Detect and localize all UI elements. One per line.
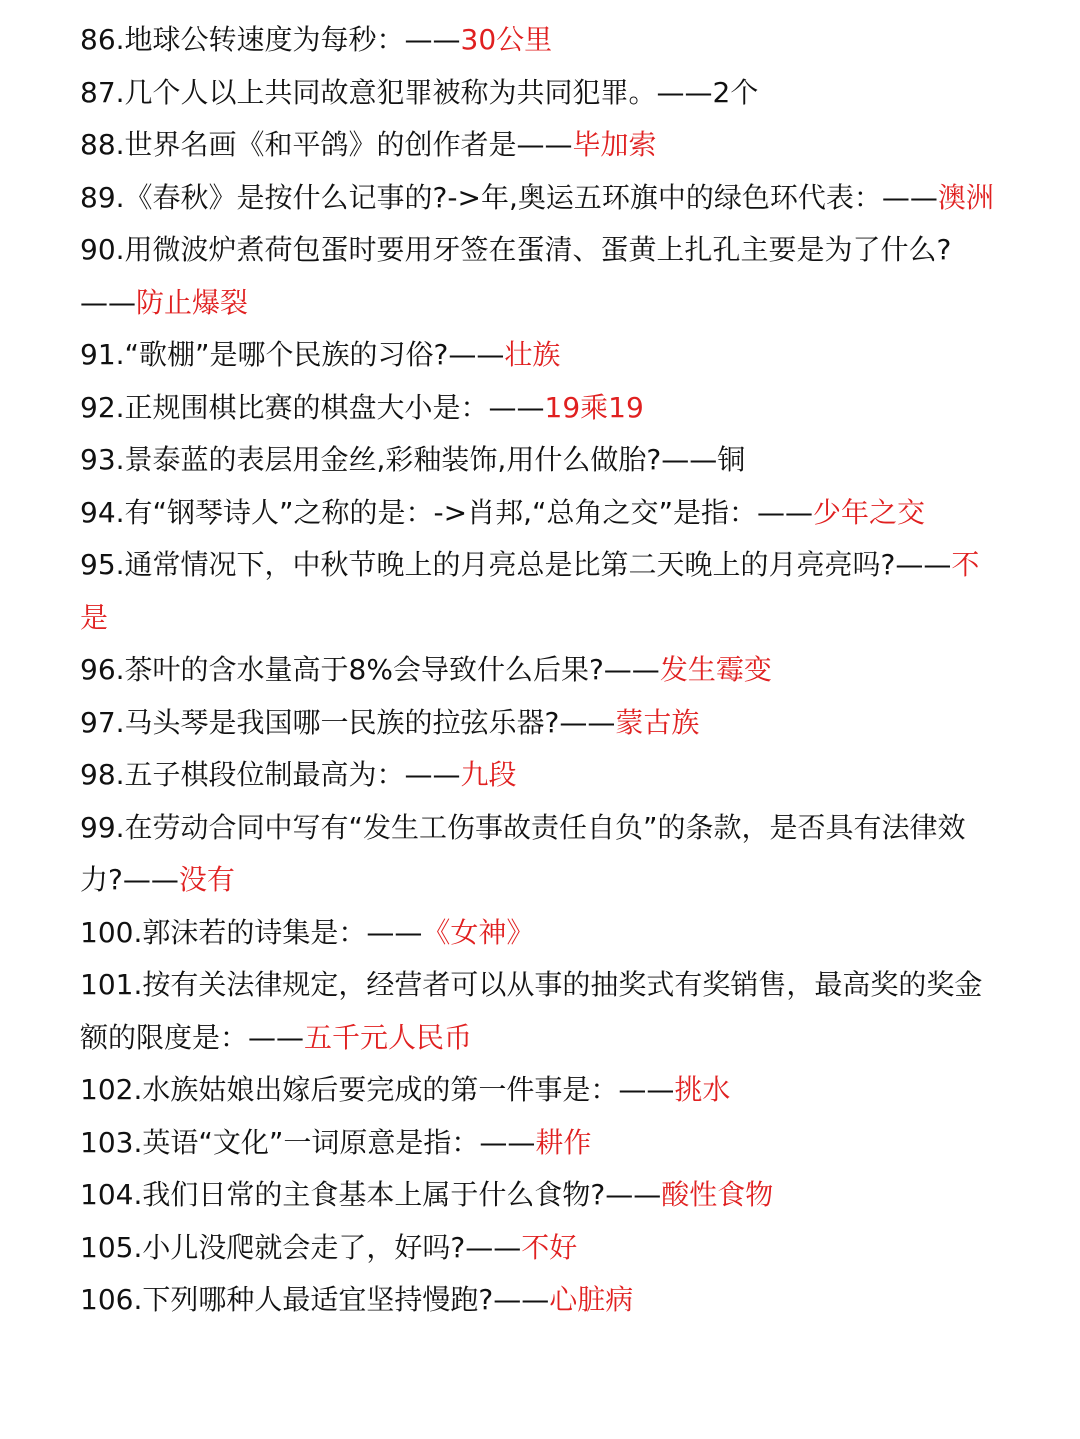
answer-text: 五千元人民币 bbox=[304, 1020, 473, 1054]
qa-item-101 bbox=[80, 959, 1000, 1064]
answer-text: 九段 bbox=[460, 758, 517, 791]
question-text: 106.下列哪种人最适宜坚持慢跑?—— bbox=[80, 1283, 550, 1316]
qa-item-89 bbox=[80, 172, 1000, 225]
answer-text: 酸性食物 bbox=[661, 1178, 774, 1211]
answer-text: 《女神》 bbox=[422, 915, 535, 949]
qa-item-95 bbox=[80, 539, 1000, 644]
question-text: 97.马头琴是我国哪一民族的拉弦乐器?—— bbox=[80, 705, 616, 739]
qa-item-96 bbox=[80, 644, 1000, 697]
answer-text: 少年之交 bbox=[813, 495, 926, 529]
question-text: 103.英语“文化”一词原意是指：—— bbox=[80, 1125, 536, 1159]
answer-text: 19乘19 bbox=[544, 390, 644, 424]
question-text: 99.在劳动合同中写有“发生工伤事故责任自负”的条款，是否具有法律效力?—— bbox=[80, 810, 966, 896]
question-text: 87.几个人以上共同故意犯罪被称为共同犯罪。——2个 bbox=[80, 75, 759, 109]
question-text: 88.世界名画《和平鸽》的创作者是—— bbox=[80, 128, 573, 161]
question-text: 92.正规围棋比赛的棋盘大小是：—— bbox=[80, 390, 545, 424]
qa-item-97 bbox=[80, 697, 1000, 750]
qa-item-98 bbox=[80, 749, 1000, 802]
qa-item-94 bbox=[80, 487, 1000, 540]
question-text: 93.景泰蓝的表层用金丝,彩釉装饰,用什么做胎?——铜 bbox=[80, 443, 746, 476]
answer-text: 壮族 bbox=[504, 338, 561, 371]
qa-item-99 bbox=[80, 802, 1000, 907]
answer-text: 发生霉变 bbox=[659, 653, 772, 686]
qa-item-92 bbox=[80, 382, 1000, 435]
answer-text: 心脏病 bbox=[549, 1283, 634, 1316]
qa-item-86 bbox=[80, 14, 1000, 67]
question-text: 96.茶叶的含水量高于8%会导致什么后果?—— bbox=[80, 653, 660, 686]
qa-list bbox=[80, 14, 1000, 1327]
qa-item-104 bbox=[80, 1169, 1000, 1222]
qa-item-106 bbox=[80, 1274, 1000, 1327]
answer-text: 耕作 bbox=[535, 1125, 592, 1159]
answer-text: 30公里 bbox=[460, 23, 553, 56]
question-text: 95.通常情况下，中秋节晚上的月亮总是比第二天晚上的月亮亮吗?—— bbox=[80, 548, 952, 581]
qa-item-88 bbox=[80, 119, 1000, 172]
answer-text: 不好 bbox=[521, 1230, 578, 1264]
qa-item-105 bbox=[80, 1222, 1000, 1275]
qa-item-103 bbox=[80, 1117, 1000, 1170]
question-text: 90.用微波炉煮荷包蛋时要用牙签在蛋清、蛋黄上扎孔主要是为了什么?—— bbox=[80, 233, 952, 319]
answer-text: 没有 bbox=[178, 863, 235, 896]
question-text: 104.我们日常的主食基本上属于什么食物?—— bbox=[80, 1178, 662, 1211]
question-text: 105.小儿没爬就会走了，好吗?—— bbox=[80, 1230, 522, 1264]
answer-text: 蒙古族 bbox=[615, 705, 700, 739]
answer-text: 不是 bbox=[80, 548, 980, 634]
answer-text: 澳洲 bbox=[937, 180, 994, 214]
question-text: 98.五子棋段位制最高为：—— bbox=[80, 758, 461, 791]
answer-text: 挑水 bbox=[674, 1073, 731, 1106]
qa-item-100 bbox=[80, 907, 1000, 960]
question-text: 86.地球公转速度为每秒：—— bbox=[80, 23, 461, 56]
question-text: 94.有“钢琴诗人”之称的是：->肖邦,“总角之交”是指：—— bbox=[80, 495, 814, 529]
answer-text: 毕加索 bbox=[572, 128, 657, 161]
qa-item-87 bbox=[80, 67, 1000, 120]
qa-item-90 bbox=[80, 224, 1000, 329]
answer-text: 防止爆裂 bbox=[136, 285, 249, 319]
question-text: 89.《春秋》是按什么记事的?->年,奥运五环旗中的绿色环代表：—— bbox=[80, 180, 938, 214]
question-text: 102.水族姑娘出嫁后要完成的第一件事是：—— bbox=[80, 1073, 675, 1106]
question-text: 101.按有关法律规定，经营者可以从事的抽奖式有奖销售，最高奖的奖金额的限度是：—— bbox=[80, 968, 983, 1054]
qa-item-93 bbox=[80, 434, 1000, 487]
question-text: 91.“歌棚”是哪个民族的习俗?—— bbox=[80, 338, 505, 371]
question-text: 100.郭沫若的诗集是：—— bbox=[80, 915, 423, 949]
qa-item-102 bbox=[80, 1064, 1000, 1117]
qa-item-91 bbox=[80, 329, 1000, 382]
